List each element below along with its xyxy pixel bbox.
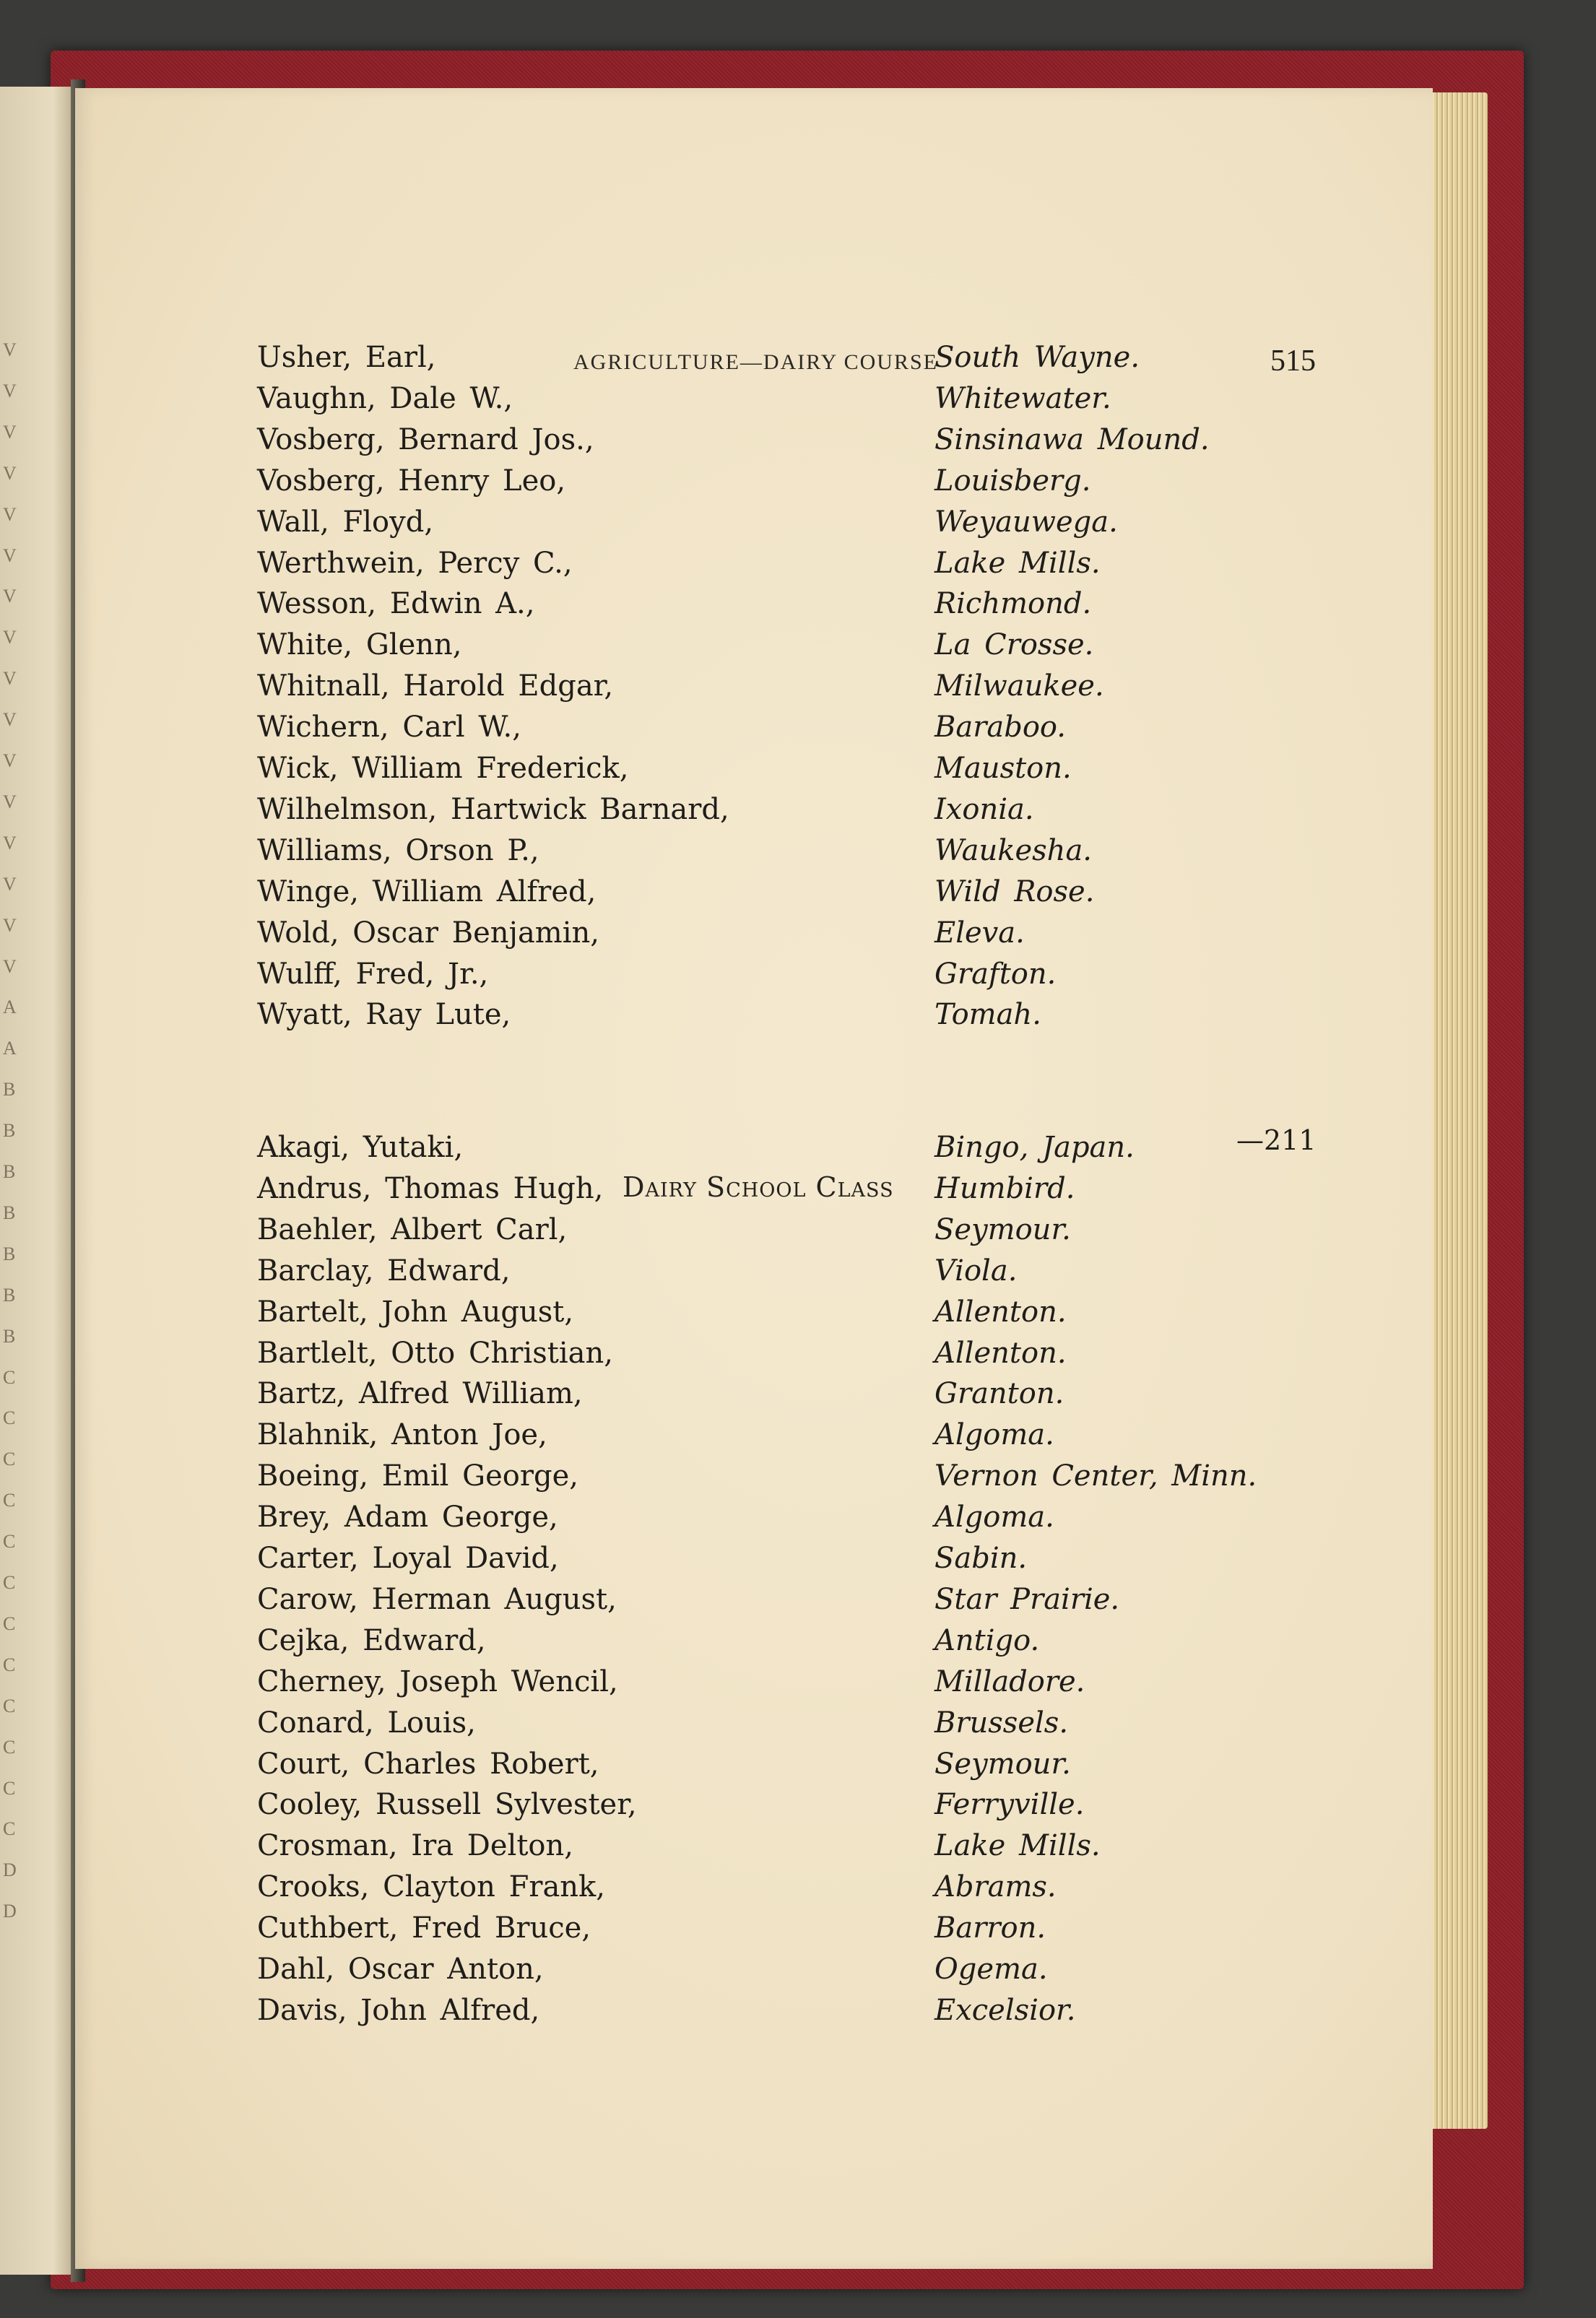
page bbox=[75, 88, 1433, 2269]
list-item bbox=[75, 711, 1433, 751]
student-name: Cooley, Russell Sylvester, bbox=[257, 1788, 637, 1822]
facing-page-glyph: C bbox=[3, 1777, 16, 1799]
student-name: Crosman, Ira Delton, bbox=[257, 1829, 573, 1863]
student-name: Wyatt, Ray Lute, bbox=[257, 998, 511, 1032]
hometown: Viola. bbox=[934, 1254, 1018, 1288]
list-item bbox=[75, 382, 1433, 422]
facing-page-glyph: C bbox=[3, 1449, 16, 1470]
hometown: Ogema. bbox=[934, 1953, 1048, 1986]
student-name: White, Glenn, bbox=[257, 628, 462, 662]
student-name: Wold, Oscar Benjamin, bbox=[257, 916, 599, 950]
list-item bbox=[75, 1994, 1433, 2034]
facing-page-margin-text bbox=[0, 87, 76, 2275]
hometown: Whitewater. bbox=[934, 381, 1111, 415]
facing-page-glyph: B bbox=[3, 1120, 16, 1142]
hometown: Vernon Center, Minn. bbox=[934, 1459, 1257, 1493]
hometown: Seymour. bbox=[934, 1747, 1071, 1781]
list-item bbox=[75, 341, 1433, 381]
hometown: Sabin. bbox=[934, 1542, 1028, 1575]
facing-page-glyph: V bbox=[3, 339, 17, 360]
facing-page-glyph: C bbox=[3, 1736, 16, 1758]
facing-page-glyph: A bbox=[3, 997, 17, 1018]
hometown: La Crosse. bbox=[934, 628, 1094, 662]
hometown: Brussels. bbox=[934, 1706, 1069, 1740]
list-item bbox=[75, 875, 1433, 916]
hometown: Allenton. bbox=[934, 1295, 1067, 1329]
list-item bbox=[75, 1254, 1433, 1295]
student-name: Davis, John Alfred, bbox=[257, 1993, 540, 2027]
hometown: Waukesha. bbox=[934, 833, 1093, 867]
hometown: Grafton. bbox=[934, 957, 1057, 991]
facing-page-glyph: B bbox=[3, 1325, 16, 1347]
student-name: Wall, Floyd, bbox=[257, 505, 434, 539]
list-item bbox=[75, 669, 1433, 710]
list-item bbox=[75, 1583, 1433, 1623]
facing-page-glyph: V bbox=[3, 832, 17, 854]
hometown: Abrams. bbox=[934, 1870, 1057, 1904]
list-item bbox=[75, 1829, 1433, 1870]
facing-page-glyph: V bbox=[3, 791, 17, 812]
student-name: Brey, Adam George, bbox=[257, 1501, 558, 1535]
hometown: Ixonia. bbox=[934, 792, 1034, 826]
list-item bbox=[75, 1213, 1433, 1254]
student-name: Wilhelmson, Hartwick Barnard, bbox=[257, 792, 729, 826]
hometown: Star Prairie. bbox=[934, 1582, 1120, 1616]
student-name: Crooks, Clayton Frank, bbox=[257, 1870, 605, 1904]
student-name: Williams, Orson P., bbox=[257, 833, 539, 867]
facing-page-glyph: B bbox=[3, 1161, 16, 1182]
list-item bbox=[75, 1337, 1433, 1377]
facing-page-glyph: B bbox=[3, 1284, 16, 1306]
list-item bbox=[75, 1748, 1433, 1788]
student-name: Vosberg, Bernard Jos., bbox=[257, 422, 594, 456]
hometown: Allenton. bbox=[934, 1336, 1067, 1370]
facing-page-glyph: C bbox=[3, 1654, 16, 1675]
running-header: AGRICULTURE—DAIRY COURSE bbox=[573, 350, 938, 374]
student-name: Blahnik, Anton Joe, bbox=[257, 1418, 547, 1452]
student-name: Conard, Louis, bbox=[257, 1706, 476, 1740]
list-item bbox=[75, 1295, 1433, 1336]
page-number: 515 bbox=[1270, 344, 1316, 378]
student-name: Wesson, Edwin A., bbox=[257, 587, 535, 621]
hometown: Seymour. bbox=[934, 1212, 1071, 1246]
facing-page-edge bbox=[0, 87, 76, 2275]
facing-page-glyph: C bbox=[3, 1531, 16, 1553]
list-item bbox=[75, 793, 1433, 833]
facing-page-glyph: D bbox=[3, 1859, 17, 1881]
hometown: Wild Rose. bbox=[934, 874, 1095, 908]
list-item bbox=[75, 998, 1433, 1038]
section-heading: Dairy School Class bbox=[623, 1171, 894, 1203]
hometown: Milwaukee. bbox=[934, 669, 1104, 703]
facing-page-glyph: A bbox=[3, 1038, 17, 1059]
facing-page-glyph: C bbox=[3, 1366, 16, 1388]
student-name: Wichern, Carl W., bbox=[257, 711, 521, 745]
student-name: Bartelt, John August, bbox=[257, 1295, 574, 1329]
facing-page-glyph: C bbox=[3, 1572, 16, 1593]
student-name: Bartlelt, Otto Christian, bbox=[257, 1336, 613, 1370]
facing-page-glyph: V bbox=[3, 421, 17, 443]
student-name: Dahl, Oscar Anton, bbox=[257, 1953, 544, 1986]
facing-page-glyph: B bbox=[3, 1079, 16, 1101]
student-name: Carter, Loyal David, bbox=[257, 1542, 559, 1575]
list-item bbox=[75, 547, 1433, 587]
facing-page-glyph: D bbox=[3, 1901, 17, 1922]
list-item bbox=[75, 505, 1433, 546]
student-name: Andrus, Thomas Hugh, bbox=[257, 1171, 604, 1205]
hometown: Algoma. bbox=[934, 1501, 1054, 1535]
list-item bbox=[75, 1706, 1433, 1747]
hometown: Richmond. bbox=[934, 587, 1092, 621]
facing-page-glyph: V bbox=[3, 586, 17, 607]
facing-page-glyph: C bbox=[3, 1818, 16, 1840]
hometown: Ferryville. bbox=[934, 1788, 1085, 1822]
list-item bbox=[75, 752, 1433, 792]
hometown: Barron. bbox=[934, 1911, 1046, 1945]
student-name: Wick, William Frederick, bbox=[257, 752, 629, 785]
list-item bbox=[75, 1501, 1433, 1541]
list-item bbox=[75, 587, 1433, 628]
student-name: Cuthbert, Fred Bruce, bbox=[257, 1911, 591, 1945]
hometown: Granton. bbox=[934, 1377, 1064, 1411]
list-item bbox=[75, 834, 1433, 874]
facing-page-glyph: B bbox=[3, 1243, 16, 1264]
facing-page-glyph: V bbox=[3, 627, 17, 648]
student-name: Boeing, Emil George, bbox=[257, 1459, 578, 1493]
student-name: Whitnall, Harold Edgar, bbox=[257, 669, 614, 703]
hometown: Humbird. bbox=[934, 1171, 1075, 1205]
list-item bbox=[75, 1911, 1433, 1952]
student-name: Cejka, Edward, bbox=[257, 1623, 486, 1657]
facing-page-glyph: C bbox=[3, 1490, 16, 1511]
list-item bbox=[75, 1624, 1433, 1664]
facing-page-glyph: V bbox=[3, 503, 17, 525]
student-name: Vosberg, Henry Leo, bbox=[257, 464, 566, 498]
student-name: Carow, Herman August, bbox=[257, 1582, 617, 1616]
hometown: Milladore. bbox=[934, 1664, 1085, 1698]
hometown: Lake Mills. bbox=[934, 1829, 1101, 1863]
student-name: Akagi, Yutaki, bbox=[257, 1131, 464, 1164]
hometown: Antigo. bbox=[934, 1623, 1040, 1657]
student-name: Wulff, Fred, Jr., bbox=[257, 957, 489, 991]
list-item bbox=[75, 958, 1433, 998]
list-item bbox=[75, 1459, 1433, 1500]
list-item bbox=[75, 1418, 1433, 1459]
hometown: Louisberg. bbox=[934, 464, 1091, 498]
list-item bbox=[75, 1870, 1433, 1911]
list-item bbox=[75, 1172, 1433, 1212]
list-item bbox=[75, 1665, 1433, 1706]
student-name: Winge, William Alfred, bbox=[257, 874, 597, 908]
student-name: Baehler, Albert Carl, bbox=[257, 1212, 568, 1246]
facing-page-glyph: C bbox=[3, 1695, 16, 1716]
student-name: Vaughn, Dale W., bbox=[257, 381, 513, 415]
list-total: —211 bbox=[1236, 1124, 1317, 1156]
hometown: Lake Mills. bbox=[934, 546, 1101, 580]
hometown: Mauston. bbox=[934, 752, 1072, 785]
student-name: Usher, Earl, bbox=[257, 341, 436, 374]
hometown: Sinsinawa Mound. bbox=[934, 422, 1210, 456]
list-item bbox=[75, 1542, 1433, 1582]
list-item bbox=[75, 1953, 1433, 1993]
facing-page-glyph: C bbox=[3, 1407, 16, 1429]
facing-page-glyph: V bbox=[3, 544, 17, 566]
hometown: Weyauwega. bbox=[934, 505, 1118, 539]
list-item bbox=[75, 628, 1433, 669]
facing-page-glyph: V bbox=[3, 750, 17, 771]
hometown: Baraboo. bbox=[934, 711, 1066, 745]
list-item bbox=[75, 916, 1433, 957]
list-item bbox=[75, 1131, 1433, 1171]
facing-page-glyph: V bbox=[3, 668, 17, 690]
hometown: Algoma. bbox=[934, 1418, 1054, 1452]
student-name: Barclay, Edward, bbox=[257, 1254, 511, 1288]
facing-page-glyph: V bbox=[3, 955, 17, 977]
facing-page-glyph: V bbox=[3, 380, 17, 401]
hometown: South Wayne. bbox=[934, 341, 1140, 374]
hometown: Tomah. bbox=[934, 998, 1041, 1032]
facing-page-glyph: V bbox=[3, 462, 17, 484]
facing-page-glyph: B bbox=[3, 1202, 16, 1223]
facing-page-glyph: V bbox=[3, 914, 17, 936]
list-item bbox=[75, 464, 1433, 505]
facing-page-glyph: V bbox=[3, 709, 17, 731]
facing-page-glyph: V bbox=[3, 873, 17, 895]
student-name: Court, Charles Robert, bbox=[257, 1747, 599, 1781]
list-item bbox=[75, 1788, 1433, 1828]
student-name: Werthwein, Percy C., bbox=[257, 546, 573, 580]
hometown: Excelsior. bbox=[934, 1993, 1076, 2027]
hometown: Eleva. bbox=[934, 916, 1025, 950]
facing-page-glyph: C bbox=[3, 1612, 16, 1634]
list-item bbox=[75, 423, 1433, 464]
student-name: Cherney, Joseph Wencil, bbox=[257, 1664, 618, 1698]
list-item bbox=[75, 1377, 1433, 1418]
hometown: Bingo, Japan. bbox=[934, 1131, 1135, 1164]
student-name: Bartz, Alfred William, bbox=[257, 1377, 583, 1411]
